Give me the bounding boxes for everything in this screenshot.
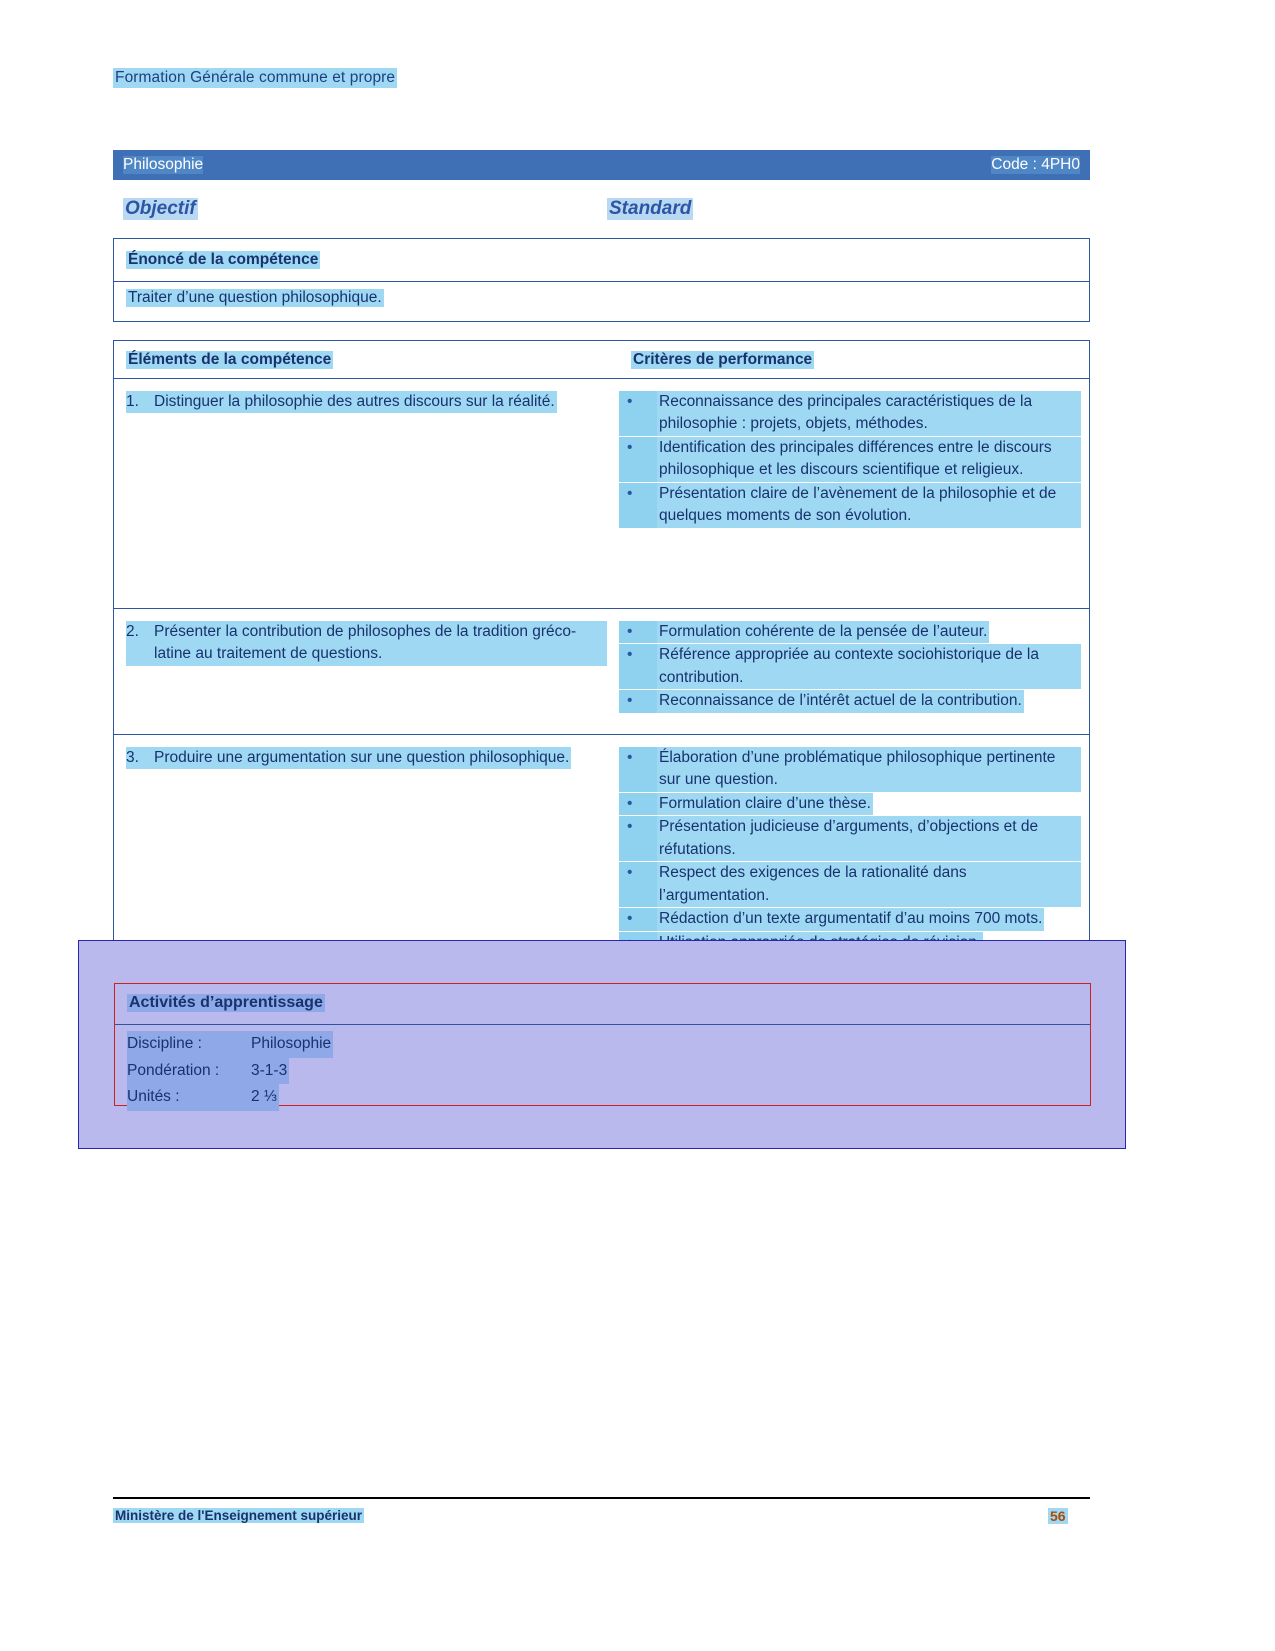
learning-activities-list: [127, 1031, 333, 1111]
criterion-item: [619, 747, 1081, 792]
bullet-icon: •: [619, 391, 657, 436]
learning-activities-highlight: [78, 940, 1126, 1149]
criterion-text: Reconnaissance de l’intérêt actuel de la contribution.: [657, 690, 1024, 712]
element-number: 2.: [126, 621, 152, 666]
course-title-bar: [113, 150, 1090, 180]
activity-label: Pondération :: [127, 1058, 249, 1085]
list-item: [127, 1058, 333, 1085]
criterion-text: Référence appropriée au contexte sociohistorique de la contribution.: [657, 644, 1081, 689]
activity-value: Philosophie: [249, 1031, 333, 1058]
page-number: 56: [1050, 1508, 1066, 1524]
criterion-text: Reconnaissance des principales caractéristiques de la philosophie : projets, objets, méthodes.: [657, 391, 1081, 436]
competence-statement-title: Énoncé de la compétence: [128, 251, 319, 268]
bullet-icon: •: [619, 816, 657, 861]
element-cell: [114, 609, 619, 734]
activity-label: Unités :: [127, 1084, 249, 1111]
column-header-objectif: Objectif: [125, 198, 196, 219]
divider: [114, 281, 1089, 282]
criteria-list: [619, 747, 1081, 954]
competence-statement-text: Traiter d’une question philosophique.: [128, 289, 382, 306]
competence-statement-box: [113, 238, 1090, 322]
element-number: 3.: [126, 747, 152, 769]
criterion-item: [619, 816, 1081, 861]
criterion-text: Formulation cohérente de la pensée de l’auteur.: [657, 621, 989, 643]
element-text: Produire une argumentation sur une question philosophique.: [152, 747, 571, 769]
table-header-row: [114, 341, 1089, 379]
bullet-icon: •: [619, 644, 657, 689]
activity-value: 3-1-3: [249, 1058, 289, 1085]
criterion-item: [619, 862, 1081, 907]
footer-divider: [113, 1497, 1090, 1499]
criteria-cell: [619, 609, 1089, 734]
bullet-icon: •: [619, 621, 657, 643]
criteria-cell: [619, 735, 1089, 969]
bullet-icon: •: [619, 747, 657, 792]
criterion-text: Identification des principales différences entre le discours philosophique et les discours scientifique et religieux.: [657, 437, 1081, 482]
criterion-item: [619, 644, 1081, 689]
element-text: Distinguer la philosophie des autres discours sur la réalité.: [152, 391, 557, 413]
learning-activities-title: Activités d’apprentissage: [129, 994, 323, 1011]
bullet-icon: •: [619, 862, 657, 907]
criterion-item: [619, 483, 1081, 528]
element-cell: [114, 379, 619, 608]
criteria-list: [619, 621, 1081, 713]
criterion-text: Présentation judicieuse d’arguments, d’objections et de réfutations.: [657, 816, 1081, 861]
course-name: Philosophie: [123, 156, 204, 173]
table-row: [114, 609, 1089, 735]
bullet-icon: •: [619, 908, 657, 930]
criteria-cell: [619, 379, 1089, 608]
criterion-text: Présentation claire de l’avènement de la philosophie et de quelques moments de son évolution.: [657, 483, 1081, 528]
list-item: [127, 1031, 333, 1058]
table-row: [114, 735, 1089, 969]
competence-table: [113, 340, 1090, 968]
column-headers: [113, 198, 1090, 226]
element-number: 1.: [126, 391, 152, 413]
criterion-item: [619, 908, 1081, 930]
bullet-icon: •: [619, 690, 657, 712]
element-text: Présenter la contribution de philosophes de la tradition gréco-latine au traitement de questions.: [152, 621, 607, 666]
course-code: Code : 4PH0: [991, 156, 1080, 173]
bullet-icon: •: [619, 483, 657, 528]
criterion-item: [619, 621, 1081, 643]
criterion-text: Élaboration d’une problématique philosophique pertinente sur une question.: [657, 747, 1081, 792]
activity-value: 2 ⅓: [249, 1084, 279, 1111]
table-row: [114, 379, 1089, 609]
learning-activities-box: [114, 983, 1091, 1106]
criterion-text: Formulation claire d’une thèse.: [657, 793, 873, 815]
criteria-list: [619, 391, 1081, 528]
element-cell: [114, 735, 619, 969]
activity-label: Discipline :: [127, 1031, 249, 1058]
column-header-standard: Standard: [609, 198, 692, 219]
divider: [115, 1024, 1090, 1025]
criterion-item: [619, 690, 1081, 712]
table-header-criteria: Critères de performance: [633, 351, 813, 368]
table-header-elements: Éléments de la compétence: [128, 351, 332, 368]
list-item: [127, 1084, 333, 1111]
criterion-item: [619, 437, 1081, 482]
bullet-icon: •: [619, 437, 657, 482]
criterion-item: [619, 391, 1081, 436]
criterion-text: Rédaction d’un texte argumentatif d’au moins 700 mots.: [657, 908, 1044, 930]
document-header: Formation Générale commune et propre: [115, 69, 396, 86]
bullet-icon: •: [619, 793, 657, 815]
footer-ministry: Ministère de l'Enseignement supérieur: [115, 1508, 363, 1523]
criterion-text: Respect des exigences de la rationalité dans l’argumentation.: [657, 862, 1081, 907]
criterion-item: [619, 793, 1081, 815]
